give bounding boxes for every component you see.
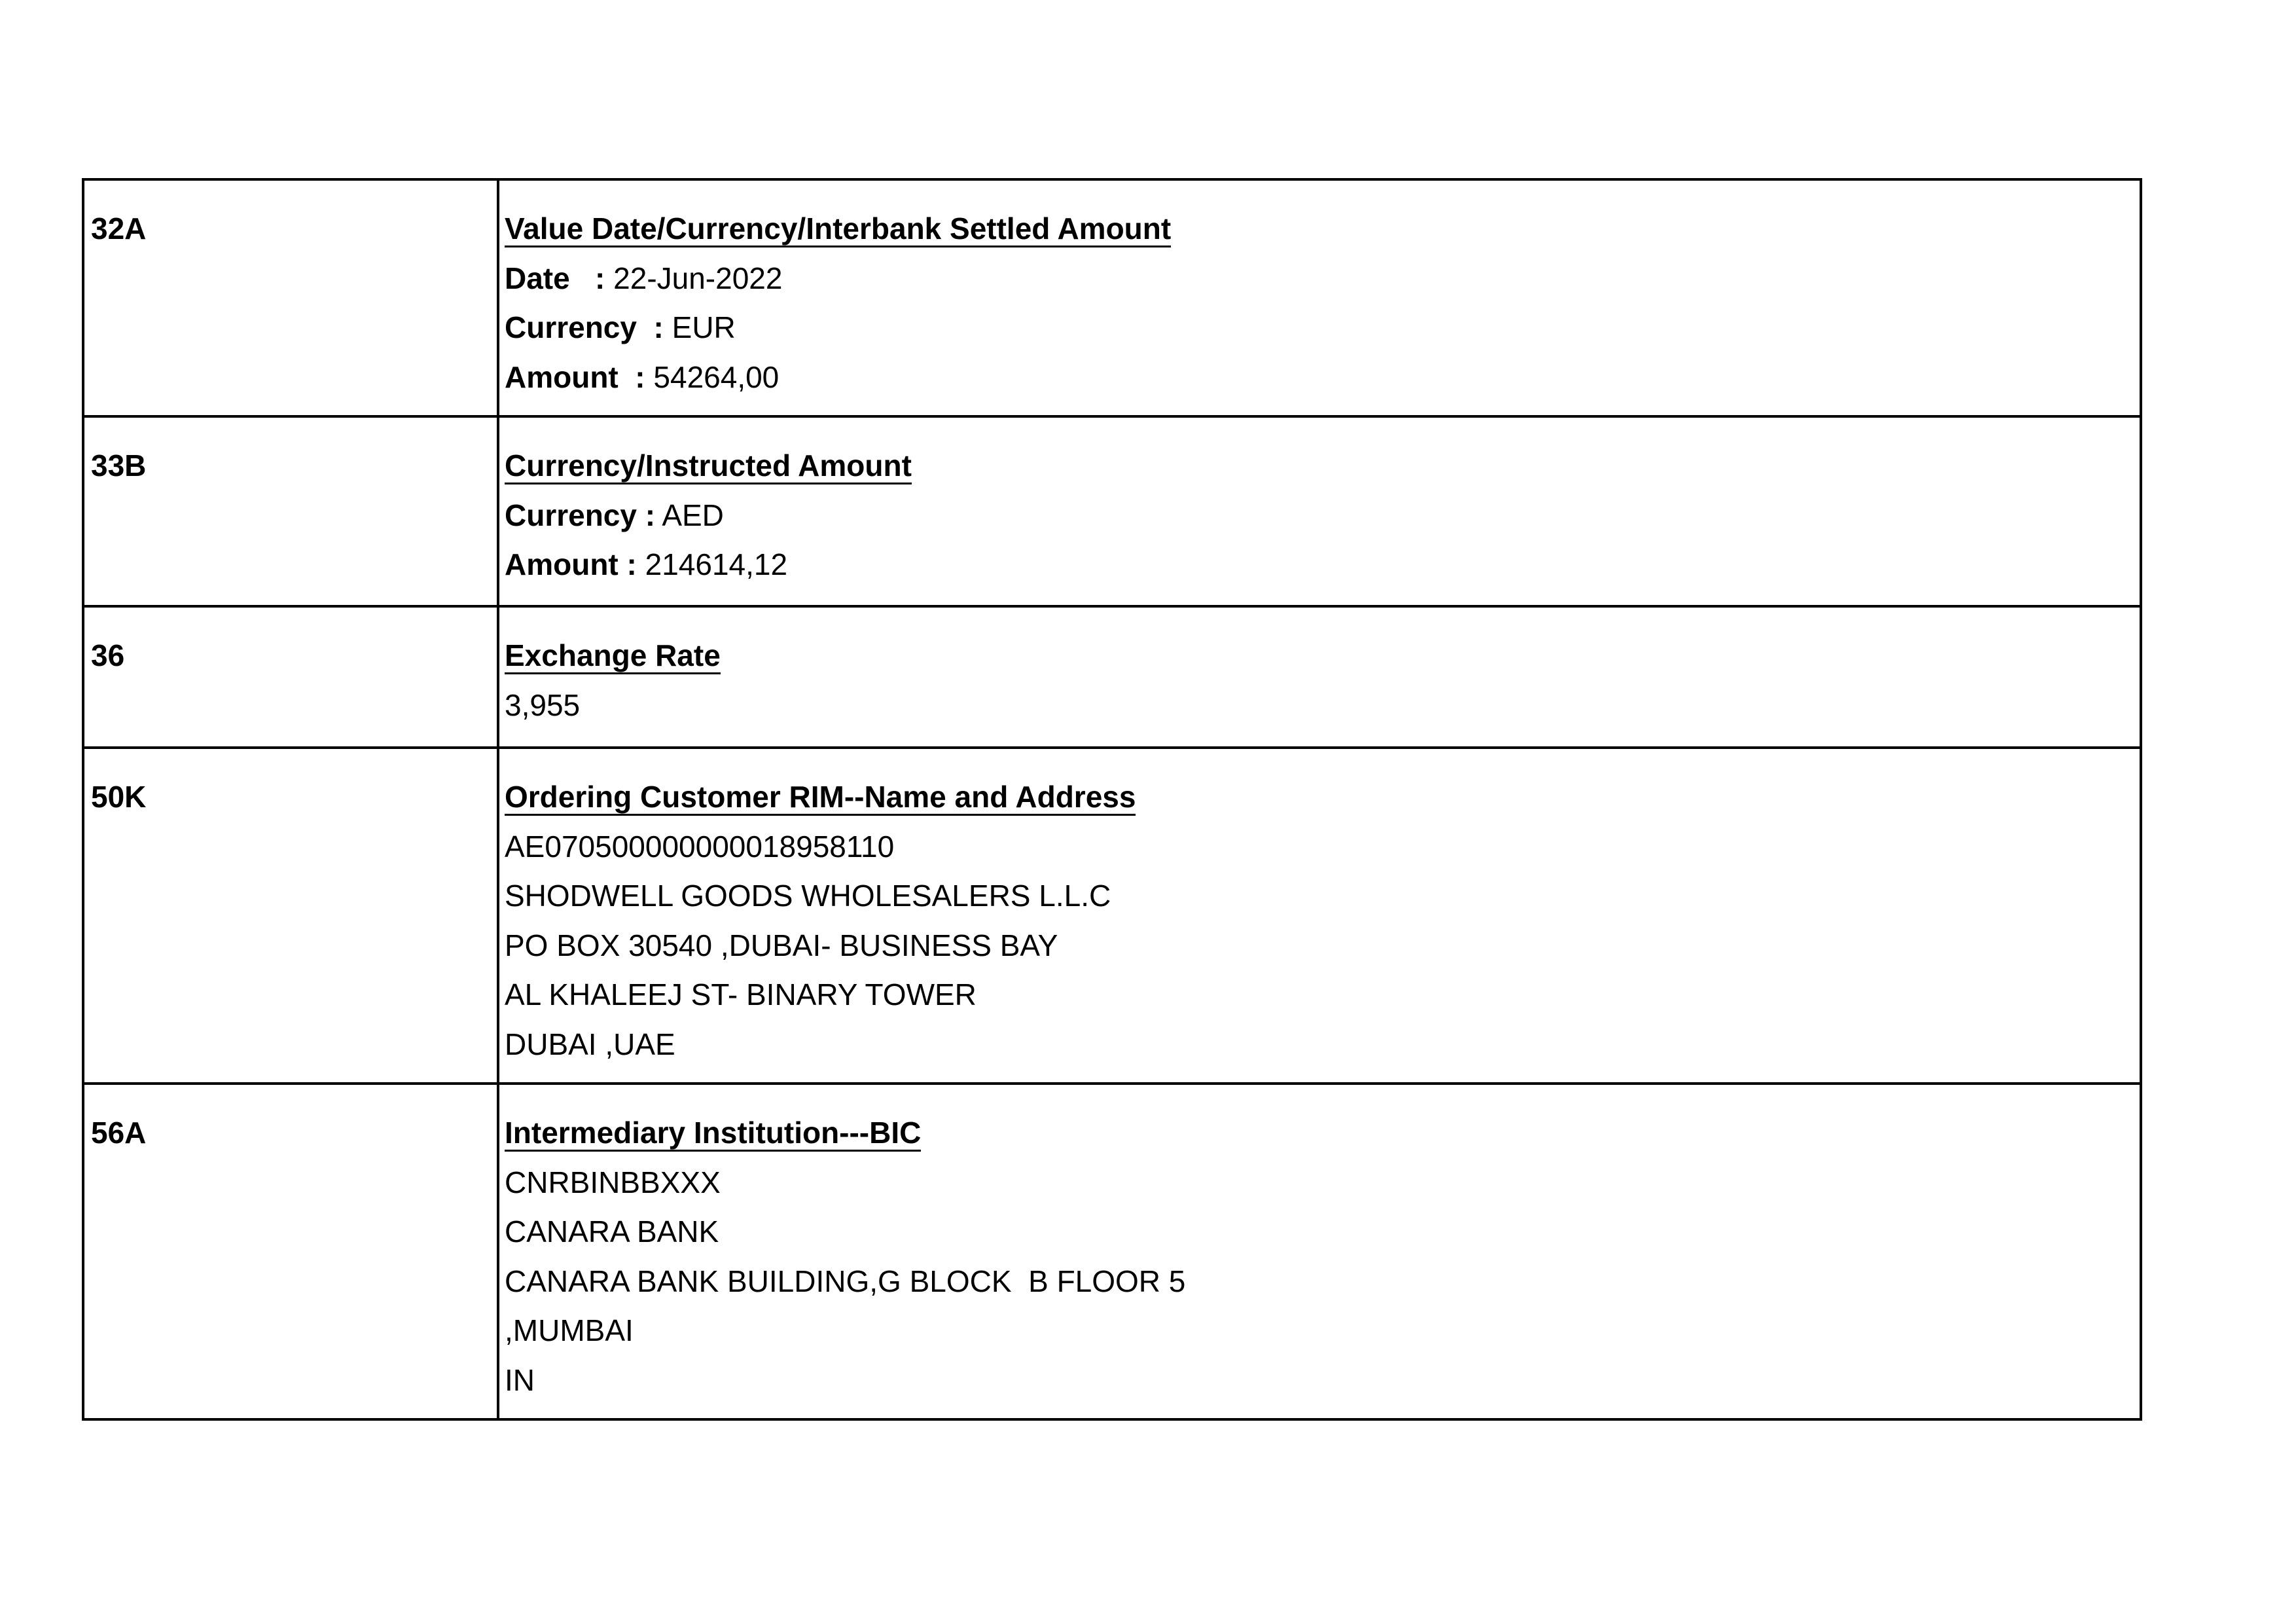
field-content (498, 748, 2141, 1084)
currency-value: AED (655, 498, 724, 532)
field-title: Exchange Rate (505, 631, 2140, 681)
field-tag: 50K (83, 748, 498, 1084)
customer-name: SHODWELL GOODS WHOLESALERS L.L.C (505, 879, 1111, 913)
date-line (505, 254, 2140, 304)
date-label: Date : (505, 261, 605, 295)
amount-line (505, 540, 2140, 590)
field-tag: 36 (83, 606, 498, 748)
address-line: ,MUMBAI (505, 1313, 634, 1347)
field-row-32a (83, 179, 2141, 416)
amount-value: 214614,12 (636, 547, 788, 581)
currency-label: Currency : (505, 498, 656, 532)
field-content (498, 606, 2141, 748)
amount-label: Amount : (505, 547, 637, 581)
field-tag: 56A (83, 1084, 498, 1419)
date-value: 22-Jun-2022 (605, 261, 783, 295)
field-content (498, 1084, 2141, 1419)
field-row-36 (83, 606, 2141, 748)
currency-label: Currency : (505, 310, 664, 344)
amount-value: 54264,00 (645, 359, 780, 394)
swift-message-table (82, 178, 2142, 1421)
field-title: Intermediary Institution---BIC (505, 1108, 2140, 1158)
address-line: AL KHALEEJ ST- BINARY TOWER (505, 977, 977, 1012)
amount-label: Amount : (505, 359, 645, 394)
field-tag: 33B (83, 416, 498, 606)
field-row-56a (83, 1084, 2141, 1419)
bank-name: CANARA BANK (505, 1214, 719, 1249)
currency-line (505, 303, 2140, 353)
field-tag: 32A (83, 179, 498, 416)
field-row-33b (83, 416, 2141, 606)
amount-line (505, 353, 2140, 403)
address-line: PO BOX 30540 ,DUBAI- BUSINESS BAY (505, 928, 1058, 962)
currency-line (505, 491, 2140, 541)
country-code: IN (505, 1362, 535, 1397)
bic-code: CNRBINBBXXX (505, 1165, 721, 1199)
exchange-rate-value: 3,955 (505, 687, 581, 722)
field-row-50k (83, 748, 2141, 1084)
address-line: DUBAI ,UAE (505, 1027, 675, 1061)
address-line: CANARA BANK BUILDING,G BLOCK B FLOOR 5 (505, 1264, 1186, 1298)
currency-value: EUR (663, 310, 736, 344)
field-title: Currency/Instructed Amount (505, 441, 2140, 491)
field-title: Value Date/Currency/Interbank Settled Amount (505, 204, 2140, 254)
field-content (498, 416, 2141, 606)
account-number: AE070500000000018958110 (505, 829, 895, 864)
field-content (498, 179, 2141, 416)
field-title: Ordering Customer RIM--Name and Address (505, 773, 2140, 822)
